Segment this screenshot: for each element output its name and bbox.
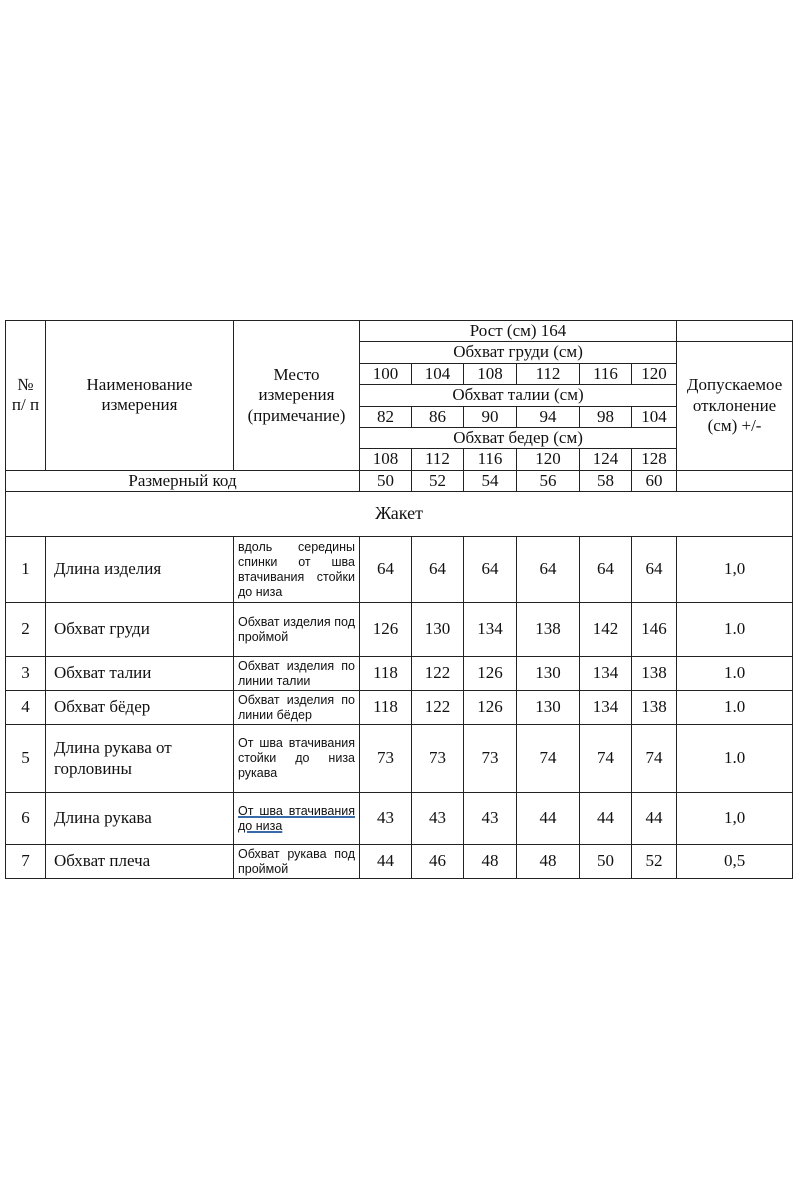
size-code: 50	[360, 470, 412, 491]
row-value: 48	[517, 845, 580, 879]
chest-value: 116	[580, 363, 632, 384]
waist-value: 82	[360, 406, 412, 427]
section-title: Жакет	[6, 492, 793, 537]
size-code-row	[6, 470, 793, 491]
row-value: 138	[632, 657, 677, 691]
row-num: 1	[6, 537, 46, 603]
row-value: 50	[580, 845, 632, 879]
size-code: 56	[517, 470, 580, 491]
hips-value: 116	[464, 449, 517, 470]
table-row	[6, 657, 793, 691]
size-code: 60	[632, 470, 677, 491]
row-value: 43	[464, 793, 517, 845]
size-code: 52	[412, 470, 464, 491]
place-header: Место измерения (примечание)	[234, 321, 360, 471]
row-value: 64	[412, 537, 464, 603]
row-value: 130	[412, 603, 464, 657]
chest-value: 100	[360, 363, 412, 384]
hips-value: 120	[517, 449, 580, 470]
row-note: Обхват изделия по линии талии	[234, 657, 360, 691]
row-value: 52	[632, 845, 677, 879]
row-value: 138	[517, 603, 580, 657]
row-num: 2	[6, 603, 46, 657]
row-value: 64	[580, 537, 632, 603]
row-value: 134	[464, 603, 517, 657]
row-value: 122	[412, 657, 464, 691]
table-row	[6, 691, 793, 725]
row-value: 43	[412, 793, 464, 845]
waist-header: Обхват талии (см)	[360, 385, 677, 406]
row-name: Обхват талии	[46, 657, 234, 691]
size-code-label: Размерный код	[6, 470, 360, 491]
hips-value: 108	[360, 449, 412, 470]
row-value: 130	[517, 691, 580, 725]
table-row	[6, 603, 793, 657]
row-note: От шва втачивания стойки до низа рукава	[234, 725, 360, 793]
size-code: 54	[464, 470, 517, 491]
row-num: 7	[6, 845, 46, 879]
row-name: Обхват плеча	[46, 845, 234, 879]
row-tolerance: 1.0	[677, 691, 793, 725]
row-value: 118	[360, 691, 412, 725]
row-num: 5	[6, 725, 46, 793]
size-chart-table	[5, 320, 793, 879]
tolerance-header-top	[677, 321, 793, 342]
row-num: 4	[6, 691, 46, 725]
row-value: 138	[632, 691, 677, 725]
row-value: 44	[632, 793, 677, 845]
row-num: 3	[6, 657, 46, 691]
row-value: 126	[360, 603, 412, 657]
row-value: 134	[580, 657, 632, 691]
row-value: 64	[632, 537, 677, 603]
row-name: Длина рукава от горловины	[46, 725, 234, 793]
row-num: 6	[6, 793, 46, 845]
waist-value: 90	[464, 406, 517, 427]
table-row	[6, 725, 793, 793]
waist-value: 98	[580, 406, 632, 427]
row-tolerance: 1,0	[677, 793, 793, 845]
row-value: 126	[464, 657, 517, 691]
row-value: 126	[464, 691, 517, 725]
row-value: 134	[580, 691, 632, 725]
height-header: Рост (см) 164	[360, 321, 677, 342]
name-header: Наименование измерения	[46, 321, 234, 471]
row-value: 130	[517, 657, 580, 691]
waist-value: 86	[412, 406, 464, 427]
hips-header: Обхват бедер (см)	[360, 427, 677, 448]
chest-value: 104	[412, 363, 464, 384]
chest-header: Обхват груди (см)	[360, 342, 677, 363]
row-name: Обхват груди	[46, 603, 234, 657]
row-note: Обхват изделия под проймой	[234, 603, 360, 657]
row-value: 74	[580, 725, 632, 793]
hips-value: 128	[632, 449, 677, 470]
row-value: 73	[412, 725, 464, 793]
size-code: 58	[580, 470, 632, 491]
row-value: 43	[360, 793, 412, 845]
row-value: 64	[517, 537, 580, 603]
row-tolerance: 1,0	[677, 537, 793, 603]
row-tolerance: 1.0	[677, 603, 793, 657]
hips-value: 112	[412, 449, 464, 470]
row-value: 142	[580, 603, 632, 657]
row-value: 64	[464, 537, 517, 603]
row-value: 146	[632, 603, 677, 657]
row-tolerance: 0,5	[677, 845, 793, 879]
row-value: 74	[632, 725, 677, 793]
row-note: От шва втачивания до низа	[234, 793, 360, 845]
row-value: 44	[580, 793, 632, 845]
chest-value: 112	[517, 363, 580, 384]
row-value: 74	[517, 725, 580, 793]
num-header: № п/ п	[6, 321, 46, 471]
row-tolerance: 1.0	[677, 657, 793, 691]
row-value: 44	[517, 793, 580, 845]
row-value: 44	[360, 845, 412, 879]
row-value: 118	[360, 657, 412, 691]
chest-value: 108	[464, 363, 517, 384]
row-value: 48	[464, 845, 517, 879]
row-value: 122	[412, 691, 464, 725]
table-row	[6, 793, 793, 845]
row-name: Длина рукава	[46, 793, 234, 845]
chest-value: 120	[632, 363, 677, 384]
row-value: 73	[360, 725, 412, 793]
row-name: Длина изделия	[46, 537, 234, 603]
row-note: вдоль середины спинки от шва втачивания стойки до низа	[234, 537, 360, 603]
row-value: 46	[412, 845, 464, 879]
size-code-blank	[677, 470, 793, 491]
waist-value: 94	[517, 406, 580, 427]
row-value: 64	[360, 537, 412, 603]
row-value: 73	[464, 725, 517, 793]
row-note: Обхват изделия по линии бёдер	[234, 691, 360, 725]
hips-value: 124	[580, 449, 632, 470]
tolerance-header: Допускаемое отклонение (см) +/-	[677, 342, 793, 470]
row-tolerance: 1.0	[677, 725, 793, 793]
waist-value: 104	[632, 406, 677, 427]
row-note: Обхват рукава под проймой	[234, 845, 360, 879]
table-row	[6, 845, 793, 879]
row-name: Обхват бёдер	[46, 691, 234, 725]
table-row	[6, 537, 793, 603]
